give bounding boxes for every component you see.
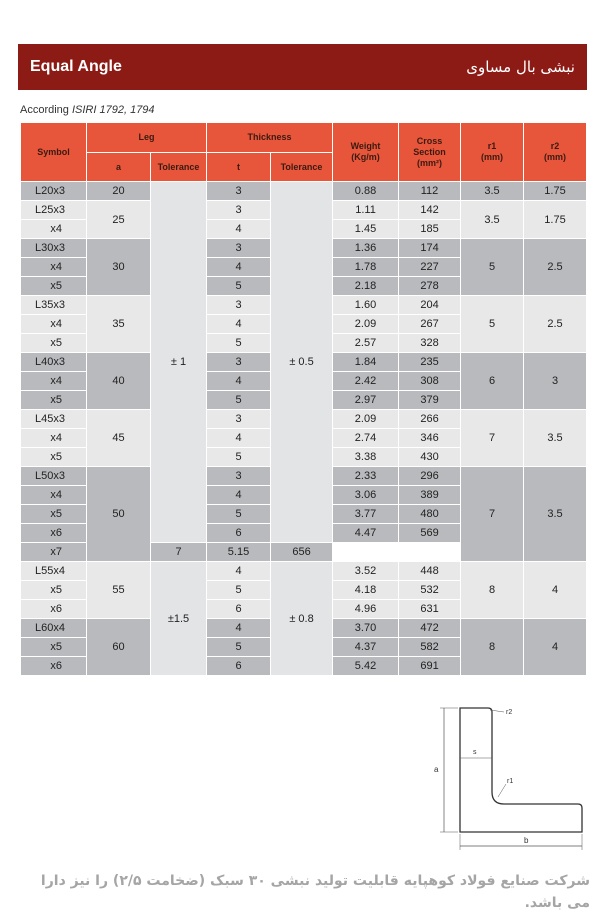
header-leg-tolerance: Tolerance — [151, 153, 207, 182]
header-weight-unit: (Kg/m) — [351, 152, 380, 162]
weight-cell: 4.47 — [333, 524, 399, 543]
thickness-cell: 4 — [207, 486, 271, 505]
r1-cell: 6 — [461, 353, 524, 410]
thickness-cell: 5 — [207, 581, 271, 600]
section-cell: 204 — [399, 296, 461, 315]
leg-tolerance-cell: ± 1 — [151, 182, 207, 543]
section-cell: 532 — [399, 581, 461, 600]
r2-cell: 3 — [524, 353, 587, 410]
standard-prefix: According — [20, 104, 69, 116]
symbol-cell: x5 — [21, 277, 87, 296]
symbol-cell: x5 — [21, 505, 87, 524]
r1-cell: 5 — [461, 239, 524, 296]
section-cell: 174 — [399, 239, 461, 258]
thickness-cell: 4 — [207, 258, 271, 277]
weight-cell: 4.37 — [333, 638, 399, 657]
leg-a-cell: 20 — [87, 182, 151, 201]
thickness-cell: 3 — [207, 182, 271, 201]
leg-a-cell: 60 — [87, 619, 151, 676]
header-leg-a: a — [87, 153, 151, 182]
symbol-cell: x6 — [21, 524, 87, 543]
section-cell: 631 — [399, 600, 461, 619]
leg-a-cell: 35 — [87, 296, 151, 353]
symbol-cell: x4 — [21, 220, 87, 239]
thickness-cell: 5 — [207, 391, 271, 410]
section-cell: 112 — [399, 182, 461, 201]
weight-cell: 3.06 — [333, 486, 399, 505]
header-section-label: Section — [413, 146, 446, 157]
section-cell: 379 — [399, 391, 461, 410]
thickness-cell: 3 — [207, 467, 271, 486]
header-r2 — [524, 123, 587, 182]
label-r1: r1 — [507, 778, 514, 785]
weight-cell: 1.11 — [333, 201, 399, 220]
thickness-cell: 3 — [207, 353, 271, 372]
leg-a-cell: 25 — [87, 201, 151, 239]
section-cell: 480 — [399, 505, 461, 524]
section-cell: 227 — [399, 258, 461, 277]
section-cell: 296 — [399, 467, 461, 486]
angle-profile — [460, 708, 582, 832]
thickness-cell: 4 — [207, 429, 271, 448]
thickness-cell: 3 — [207, 201, 271, 220]
weight-cell: 2.09 — [333, 315, 399, 334]
symbol-cell: L35x3 — [21, 296, 87, 315]
thickness-cell: 3 — [207, 410, 271, 429]
thickness-cell: 5 — [207, 505, 271, 524]
weight-cell: 3.52 — [333, 562, 399, 581]
thickness-tolerance-cell: ± 0.8 — [271, 562, 333, 676]
thickness-cell: 6 — [207, 657, 271, 676]
weight-cell: 2.09 — [333, 410, 399, 429]
thickness-cell: 5 — [207, 334, 271, 353]
section-cell: 389 — [399, 486, 461, 505]
r1-cell: 5 — [461, 296, 524, 353]
header-cross-unit: (mm²) — [417, 157, 443, 168]
header-r1-label: r1 — [487, 141, 497, 151]
section-cell: 569 — [399, 524, 461, 543]
symbol-cell: L50x3 — [21, 467, 87, 486]
thickness-tolerance-cell: ± 0.5 — [271, 182, 333, 543]
r1-cell: 7 — [461, 467, 524, 562]
label-a: a — [434, 765, 439, 774]
weight-cell: 2.33 — [333, 467, 399, 486]
section-cell: 278 — [399, 277, 461, 296]
leg-a-cell: 50 — [87, 467, 151, 562]
weight-cell: 1.36 — [333, 239, 399, 258]
symbol-cell: x4 — [21, 258, 87, 277]
header-r1-unit: (mm) — [481, 152, 504, 162]
leg-tolerance-cell: ±1.5 — [151, 562, 207, 676]
weight-cell: 5.15 — [207, 543, 271, 562]
r2-cell: 3.5 — [524, 410, 587, 467]
header-thickness-tolerance: Tolerance — [271, 153, 333, 182]
symbol-cell: x6 — [21, 657, 87, 676]
weight-cell: 1.45 — [333, 220, 399, 239]
thickness-cell: 7 — [151, 543, 207, 562]
header-r2-label: r2 — [550, 141, 560, 151]
weight-cell: 3.38 — [333, 448, 399, 467]
section-cell: 346 — [399, 429, 461, 448]
leg-a-cell: 45 — [87, 410, 151, 467]
r1-cell: 7 — [461, 410, 524, 467]
thickness-cell: 3 — [207, 296, 271, 315]
symbol-cell: L60x4 — [21, 619, 87, 638]
label-r2: r2 — [506, 709, 513, 716]
section-cell: 448 — [399, 562, 461, 581]
thickness-cell: 6 — [207, 524, 271, 543]
symbol-cell: x4 — [21, 315, 87, 334]
header-r1 — [461, 123, 524, 182]
weight-cell: 4.18 — [333, 581, 399, 600]
table-row — [21, 562, 587, 581]
r2-cell: 1.75 — [524, 182, 587, 201]
symbol-cell: x5 — [21, 334, 87, 353]
standard-note — [20, 104, 155, 116]
symbol-cell: L55x4 — [21, 562, 87, 581]
section-cell: 142 — [399, 201, 461, 220]
angle-section-diagram — [428, 700, 593, 860]
section-cell: 656 — [271, 543, 333, 562]
header-weight-label: Weight — [350, 141, 381, 151]
weight-cell: 1.60 — [333, 296, 399, 315]
symbol-cell: x4 — [21, 429, 87, 448]
section-cell: 691 — [399, 657, 461, 676]
r2-cell: 4 — [524, 562, 587, 619]
weight-cell: 2.42 — [333, 372, 399, 391]
weight-cell: 2.57 — [333, 334, 399, 353]
header-thickness-t: t — [207, 153, 271, 182]
r2-cell: 2.5 — [524, 239, 587, 296]
weight-cell: 2.74 — [333, 429, 399, 448]
r2-cell: 3.5 — [524, 467, 587, 562]
weight-cell: 0.88 — [333, 182, 399, 201]
symbol-cell: L40x3 — [21, 353, 87, 372]
symbol-cell: x5 — [21, 448, 87, 467]
symbol-cell: x4 — [21, 486, 87, 505]
section-cell: 430 — [399, 448, 461, 467]
r1-leader — [498, 784, 506, 797]
header-r2-unit: (mm) — [544, 152, 567, 162]
r2-cell: 4 — [524, 619, 587, 676]
table-body — [21, 182, 587, 676]
weight-cell: 4.96 — [333, 600, 399, 619]
title-persian: نبشی بال مساوی — [466, 58, 575, 76]
section-cell: 472 — [399, 619, 461, 638]
weight-cell: 1.84 — [333, 353, 399, 372]
leg-a-cell: 40 — [87, 353, 151, 410]
symbol-cell: x7 — [21, 543, 87, 562]
symbol-cell: L20x3 — [21, 182, 87, 201]
header-cross-section — [399, 123, 461, 182]
thickness-cell: 4 — [207, 220, 271, 239]
r1-cell: 8 — [461, 619, 524, 676]
symbol-cell: L30x3 — [21, 239, 87, 258]
r1-cell: 3.5 — [461, 201, 524, 239]
r2-cell: 2.5 — [524, 296, 587, 353]
label-s: s — [473, 749, 477, 756]
header-symbol: Symbol — [21, 123, 87, 182]
section-cell: 328 — [399, 334, 461, 353]
symbol-cell: x6 — [21, 600, 87, 619]
table-row — [21, 182, 587, 201]
symbol-cell: x5 — [21, 638, 87, 657]
leg-a-cell: 30 — [87, 239, 151, 296]
standard-codes: ISIRI 1792, 1794 — [71, 104, 155, 116]
weight-cell: 2.18 — [333, 277, 399, 296]
thickness-cell: 5 — [207, 638, 271, 657]
weight-cell: 3.77 — [333, 505, 399, 524]
thickness-cell: 4 — [207, 619, 271, 638]
thickness-cell: 6 — [207, 600, 271, 619]
symbol-cell: L45x3 — [21, 410, 87, 429]
thickness-cell: 4 — [207, 315, 271, 334]
thickness-cell: 3 — [207, 239, 271, 258]
page-header — [18, 44, 587, 90]
label-b: b — [524, 836, 529, 845]
thickness-cell: 4 — [207, 372, 271, 391]
header-weight — [333, 123, 399, 182]
r1-cell: 3.5 — [461, 182, 524, 201]
equal-angle-table — [20, 122, 587, 676]
weight-cell: 1.78 — [333, 258, 399, 277]
symbol-cell: L25x3 — [21, 201, 87, 220]
weight-cell: 3.70 — [333, 619, 399, 638]
footer-note: شرکت صنایع فولاد کوهپایه قابلیت تولید نبشی ۳۰ سبک (ضخامت ۲/۵) را نیز دارا می باشد. — [40, 873, 590, 911]
weight-cell: 5.42 — [333, 657, 399, 676]
symbol-cell: x5 — [21, 581, 87, 600]
header-cross-label: Cross — [416, 135, 443, 146]
section-cell: 582 — [399, 638, 461, 657]
symbol-cell: x4 — [21, 372, 87, 391]
thickness-cell: 5 — [207, 277, 271, 296]
section-cell: 235 — [399, 353, 461, 372]
title-english: Equal Angle — [30, 58, 122, 75]
section-cell: 266 — [399, 410, 461, 429]
r2-cell: 1.75 — [524, 201, 587, 239]
leg-a-cell: 55 — [87, 562, 151, 619]
r1-cell: 8 — [461, 562, 524, 619]
thickness-cell: 4 — [207, 562, 271, 581]
header-thickness: Thickness — [207, 123, 333, 153]
section-cell: 185 — [399, 220, 461, 239]
weight-cell: 2.97 — [333, 391, 399, 410]
symbol-cell: x5 — [21, 391, 87, 410]
section-cell: 267 — [399, 315, 461, 334]
section-cell: 308 — [399, 372, 461, 391]
thickness-cell: 5 — [207, 448, 271, 467]
header-leg: Leg — [87, 123, 207, 153]
